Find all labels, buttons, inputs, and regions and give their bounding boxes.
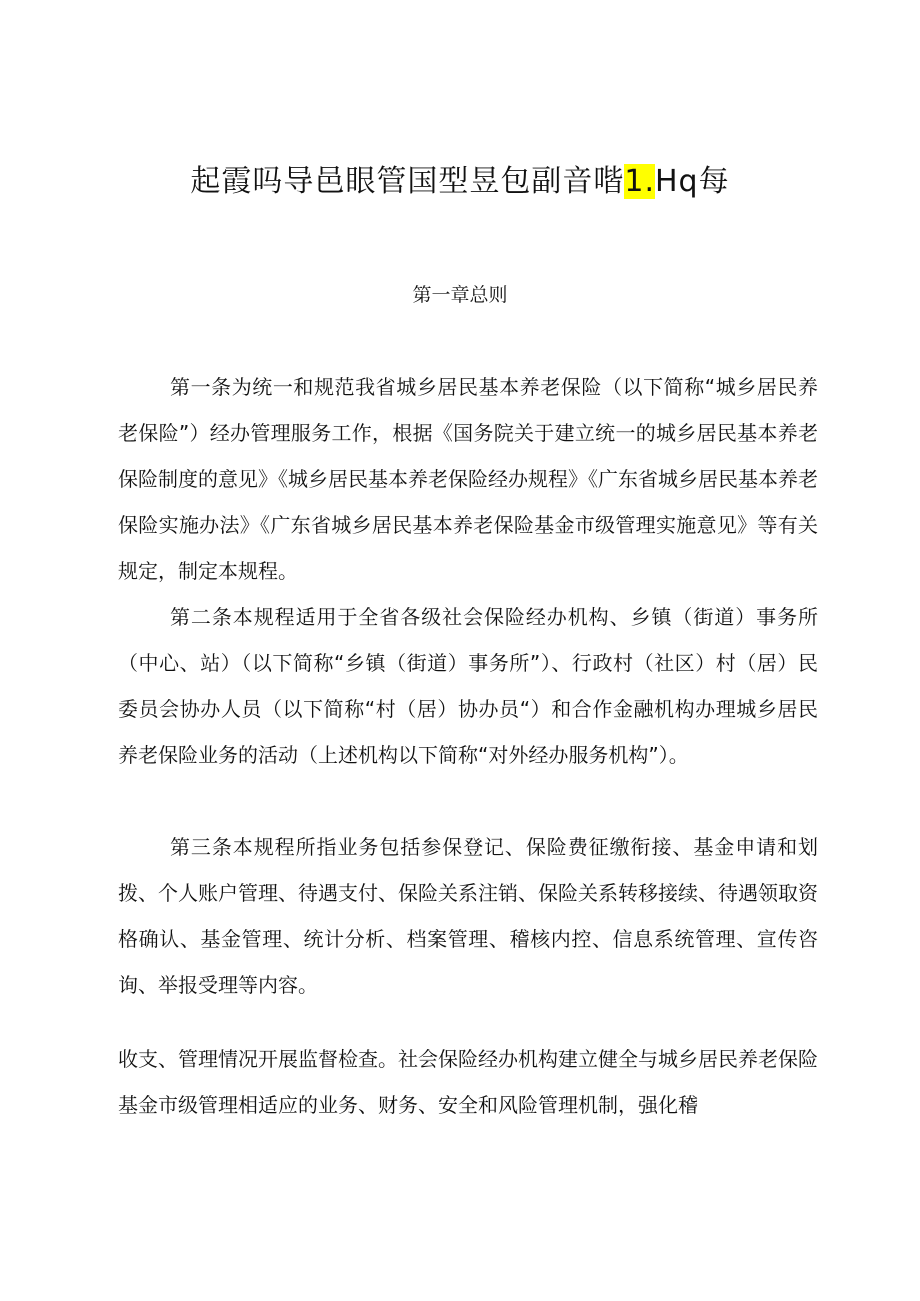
- chapter-heading: 第一章总则: [412, 284, 508, 306]
- title-highlight: 1.: [624, 164, 655, 199]
- paragraph-article-2: 第二条本规程适用于全省各级社会保险经办机构、乡镇（街道）事务所（中心、站）（以下简称“乡镇（街道）事务所”）、行政村（社区）村（居）民委员会协办人员（以下简称“村（居）协办员“）和合作金融机构办理城乡居民养老保险业务的活动（上述机构以下简称“对外经办服务机构”）。: [118, 605, 818, 767]
- title-tail: Hq每: [655, 164, 730, 199]
- paragraph-article-1: 第一条为统一和规范我省城乡居民基本养老保险（以下简称“城乡居民养老保险”）经办管理服务工作，根据《国务院关于建立统一的城乡居民基本养老保险制度的意见》《城乡居民基本养老保险经办规程》《广东省城乡居民基本养老保险实施办法》《广东省城乡居民基本养老保险基金市级管理实施意见》等有关规定，制定本规程。: [118, 375, 818, 583]
- paragraph-continuation: 收支、管理情况开展监督检查。社会保险经办机构建立健全与城乡居民养老保险基金市级管理相适应的业务、财务、安全和风险管理机制，强化稽: [118, 1047, 818, 1117]
- document-title: [0, 160, 920, 204]
- paragraph-article-3: 第三条本规程所指业务包括参保登记、保险费征缴衔接、基金申请和划拨、个人账户管理、待遇支付、保险关系注销、保险关系转移接续、待遇领取资格确认、基金管理、统计分析、档案管理、稽核内控、信息系统管理、宣传咨询、举报受理等内容。: [118, 835, 818, 997]
- title-main: 起霞吗导邑眼管国型昱包副音喈: [190, 164, 625, 199]
